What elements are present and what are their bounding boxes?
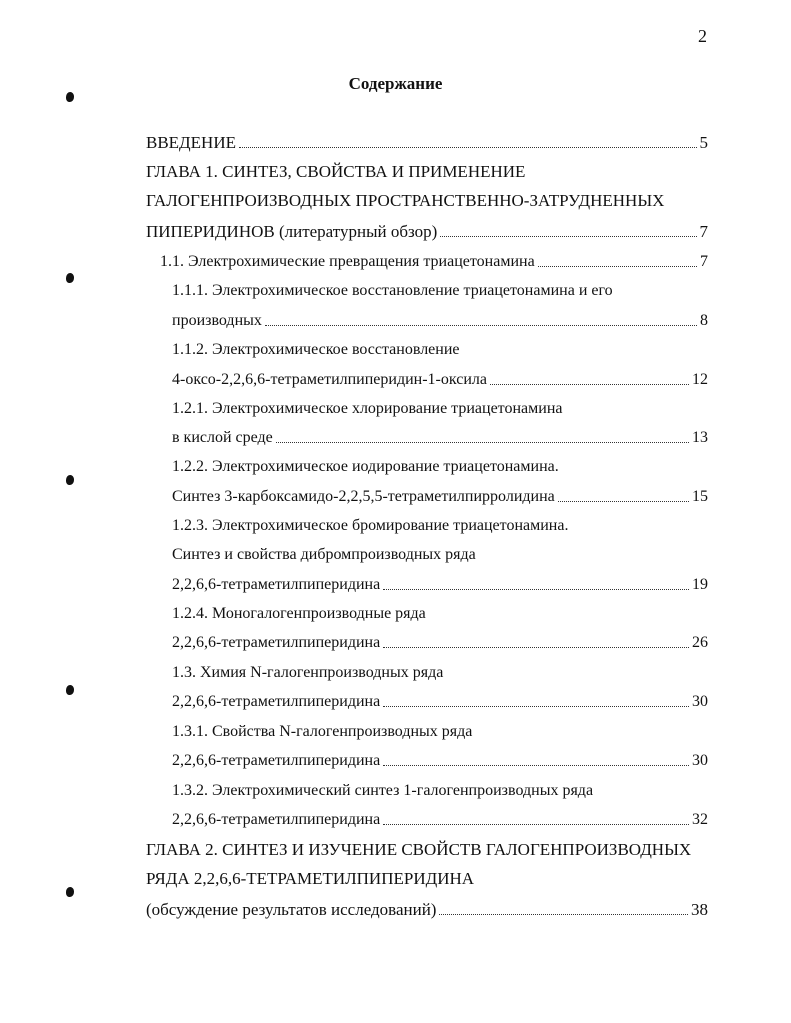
toc-entry (172, 545, 476, 565)
toc-entry-title: ПИПЕРИДИНОВ (литературный обзор) (146, 222, 438, 241)
toc-entry-title: ГЛАВА 2. СИНТЕЗ И ИЗУЧЕНИЕ СВОЙСТВ ГАЛОГЕНПРОИЗВОДНЫХ (146, 840, 692, 859)
toc-entry (146, 162, 525, 182)
toc-entry-title: 1.1. Электрохимические превращения триацетонамина (160, 253, 535, 270)
toc-entry-page: 7 (700, 253, 708, 270)
toc-entry-title: ГЛАВА 1. СИНТЕЗ, СВОЙСТВА И ПРИМЕНЕНИЕ (146, 162, 526, 181)
dot-leader (558, 501, 689, 502)
toc-entry-page: 8 (700, 312, 708, 329)
toc-entry-page: 26 (692, 634, 708, 651)
toc-entry-page: 30 (692, 752, 708, 769)
toc-entry-page: 32 (692, 811, 708, 828)
binding-hole-mark (66, 273, 74, 283)
toc-entry (146, 840, 691, 860)
toc-entry-title: РЯДА 2,2,6,6-ТЕТРАМЕТИЛПИПЕРИДИНА (146, 869, 475, 888)
dot-leader (439, 914, 688, 915)
toc-entry (172, 633, 708, 653)
toc-entry (172, 457, 559, 477)
dot-leader (276, 442, 689, 443)
toc-entry (172, 399, 562, 419)
dot-leader (538, 266, 697, 267)
dot-leader (490, 384, 689, 385)
toc-entry-page: 38 (691, 900, 708, 919)
toc-entry-title: Синтез 3-карбоксамидо-2,2,5,5-тетраметилпирролидина (172, 488, 555, 505)
toc-entry-page: 7 (699, 222, 708, 241)
toc-entry-title: 1.2.4. Моногалогенпроизводные ряда (172, 605, 426, 622)
toc-entry-title: 1.1.2. Электрохимическое восстановление (172, 341, 460, 358)
dot-leader (239, 147, 697, 148)
dot-leader (383, 706, 689, 707)
toc-entry-title: 2,2,6,6-тетраметилпиперидина (172, 811, 381, 828)
page-number: 2 (698, 26, 707, 46)
toc-entry (172, 281, 613, 301)
binding-hole-mark (66, 92, 74, 102)
toc-entry-page: 30 (692, 693, 708, 710)
toc-entry (172, 810, 708, 830)
toc-entry-page: 5 (699, 133, 708, 152)
toc-entry-title: 2,2,6,6-тетраметилпиперидина (172, 634, 381, 651)
toc-entry-title: 2,2,6,6-тетраметилпиперидина (172, 576, 381, 593)
dot-leader (383, 765, 689, 766)
toc-entry-title: 1.1.1. Электрохимическое восстановление триацетонамина и его (172, 282, 613, 299)
toc-entry-title: 1.3. Химия N-галогенпроизводных ряда (172, 664, 444, 681)
toc-entry-title: 1.3.1. Свойства N-галогенпроизводных ряда (172, 723, 473, 740)
binding-hole-mark (66, 887, 74, 897)
dot-leader (440, 236, 696, 237)
toc-entry-title: ВВЕДЕНИЕ (146, 133, 236, 152)
toc-entry-title: в кислой среде (172, 429, 273, 446)
dot-leader (265, 325, 697, 326)
toc-entry-page: 19 (692, 576, 708, 593)
toc-entry-page: 13 (692, 429, 708, 446)
toc-entry (172, 604, 426, 624)
toc-entry-title: 1.2.2. Электрохимическое иодирование триацетонамина. (172, 458, 559, 475)
toc-entry (172, 370, 708, 390)
toc-entry-title: 4-оксо-2,2,6,6-тетраметилпиперидин-1-оксила (172, 371, 488, 388)
toc-entry (172, 487, 708, 507)
binding-hole-mark (66, 475, 74, 485)
toc-entry-page: 15 (692, 488, 708, 505)
toc-entry-title: 2,2,6,6-тетраметилпиперидина (172, 693, 381, 710)
toc-entry (172, 516, 568, 536)
toc-entry (172, 781, 593, 801)
toc-entry (172, 340, 460, 360)
toc-entry-title: 1.2.3. Электрохимическое бромирование триацетонамина. (172, 517, 569, 534)
toc-entry (172, 692, 708, 712)
toc-entry (160, 252, 708, 272)
page-title: Содержание (348, 74, 443, 93)
toc-entry (172, 428, 708, 448)
dot-leader (383, 647, 689, 648)
toc-entry-page: 12 (692, 371, 708, 388)
toc-entry-title: (обсуждение результатов исследований) (146, 900, 437, 919)
toc-entry (172, 575, 708, 595)
binding-hole-mark (66, 685, 74, 695)
toc-entry-title: 1.2.1. Электрохимическое хлорирование триацетонамина (172, 400, 563, 417)
toc-entry-title: 2,2,6,6-тетраметилпиперидина (172, 752, 381, 769)
toc-entry (172, 663, 443, 683)
dot-leader (383, 589, 689, 590)
toc-entry-title: ГАЛОГЕНПРОИЗВОДНЫХ ПРОСТРАНСТВЕННО-ЗАТРУДНЕННЫХ (146, 191, 665, 210)
toc-entry (172, 751, 708, 771)
toc-entry-title: 1.3.2. Электрохимический синтез 1-галогенпроизводных ряда (172, 782, 594, 799)
toc-entry (172, 722, 472, 742)
toc-entry (146, 191, 664, 211)
toc-entry (146, 222, 708, 242)
toc-entry (146, 900, 708, 920)
toc-entry-title: производных (172, 312, 262, 329)
toc-entry (146, 869, 474, 889)
dot-leader (383, 824, 689, 825)
toc-entry-title: Синтез и свойства дибромпроизводных ряда (172, 546, 476, 563)
toc-entry (146, 133, 708, 153)
toc-entry (172, 311, 708, 331)
